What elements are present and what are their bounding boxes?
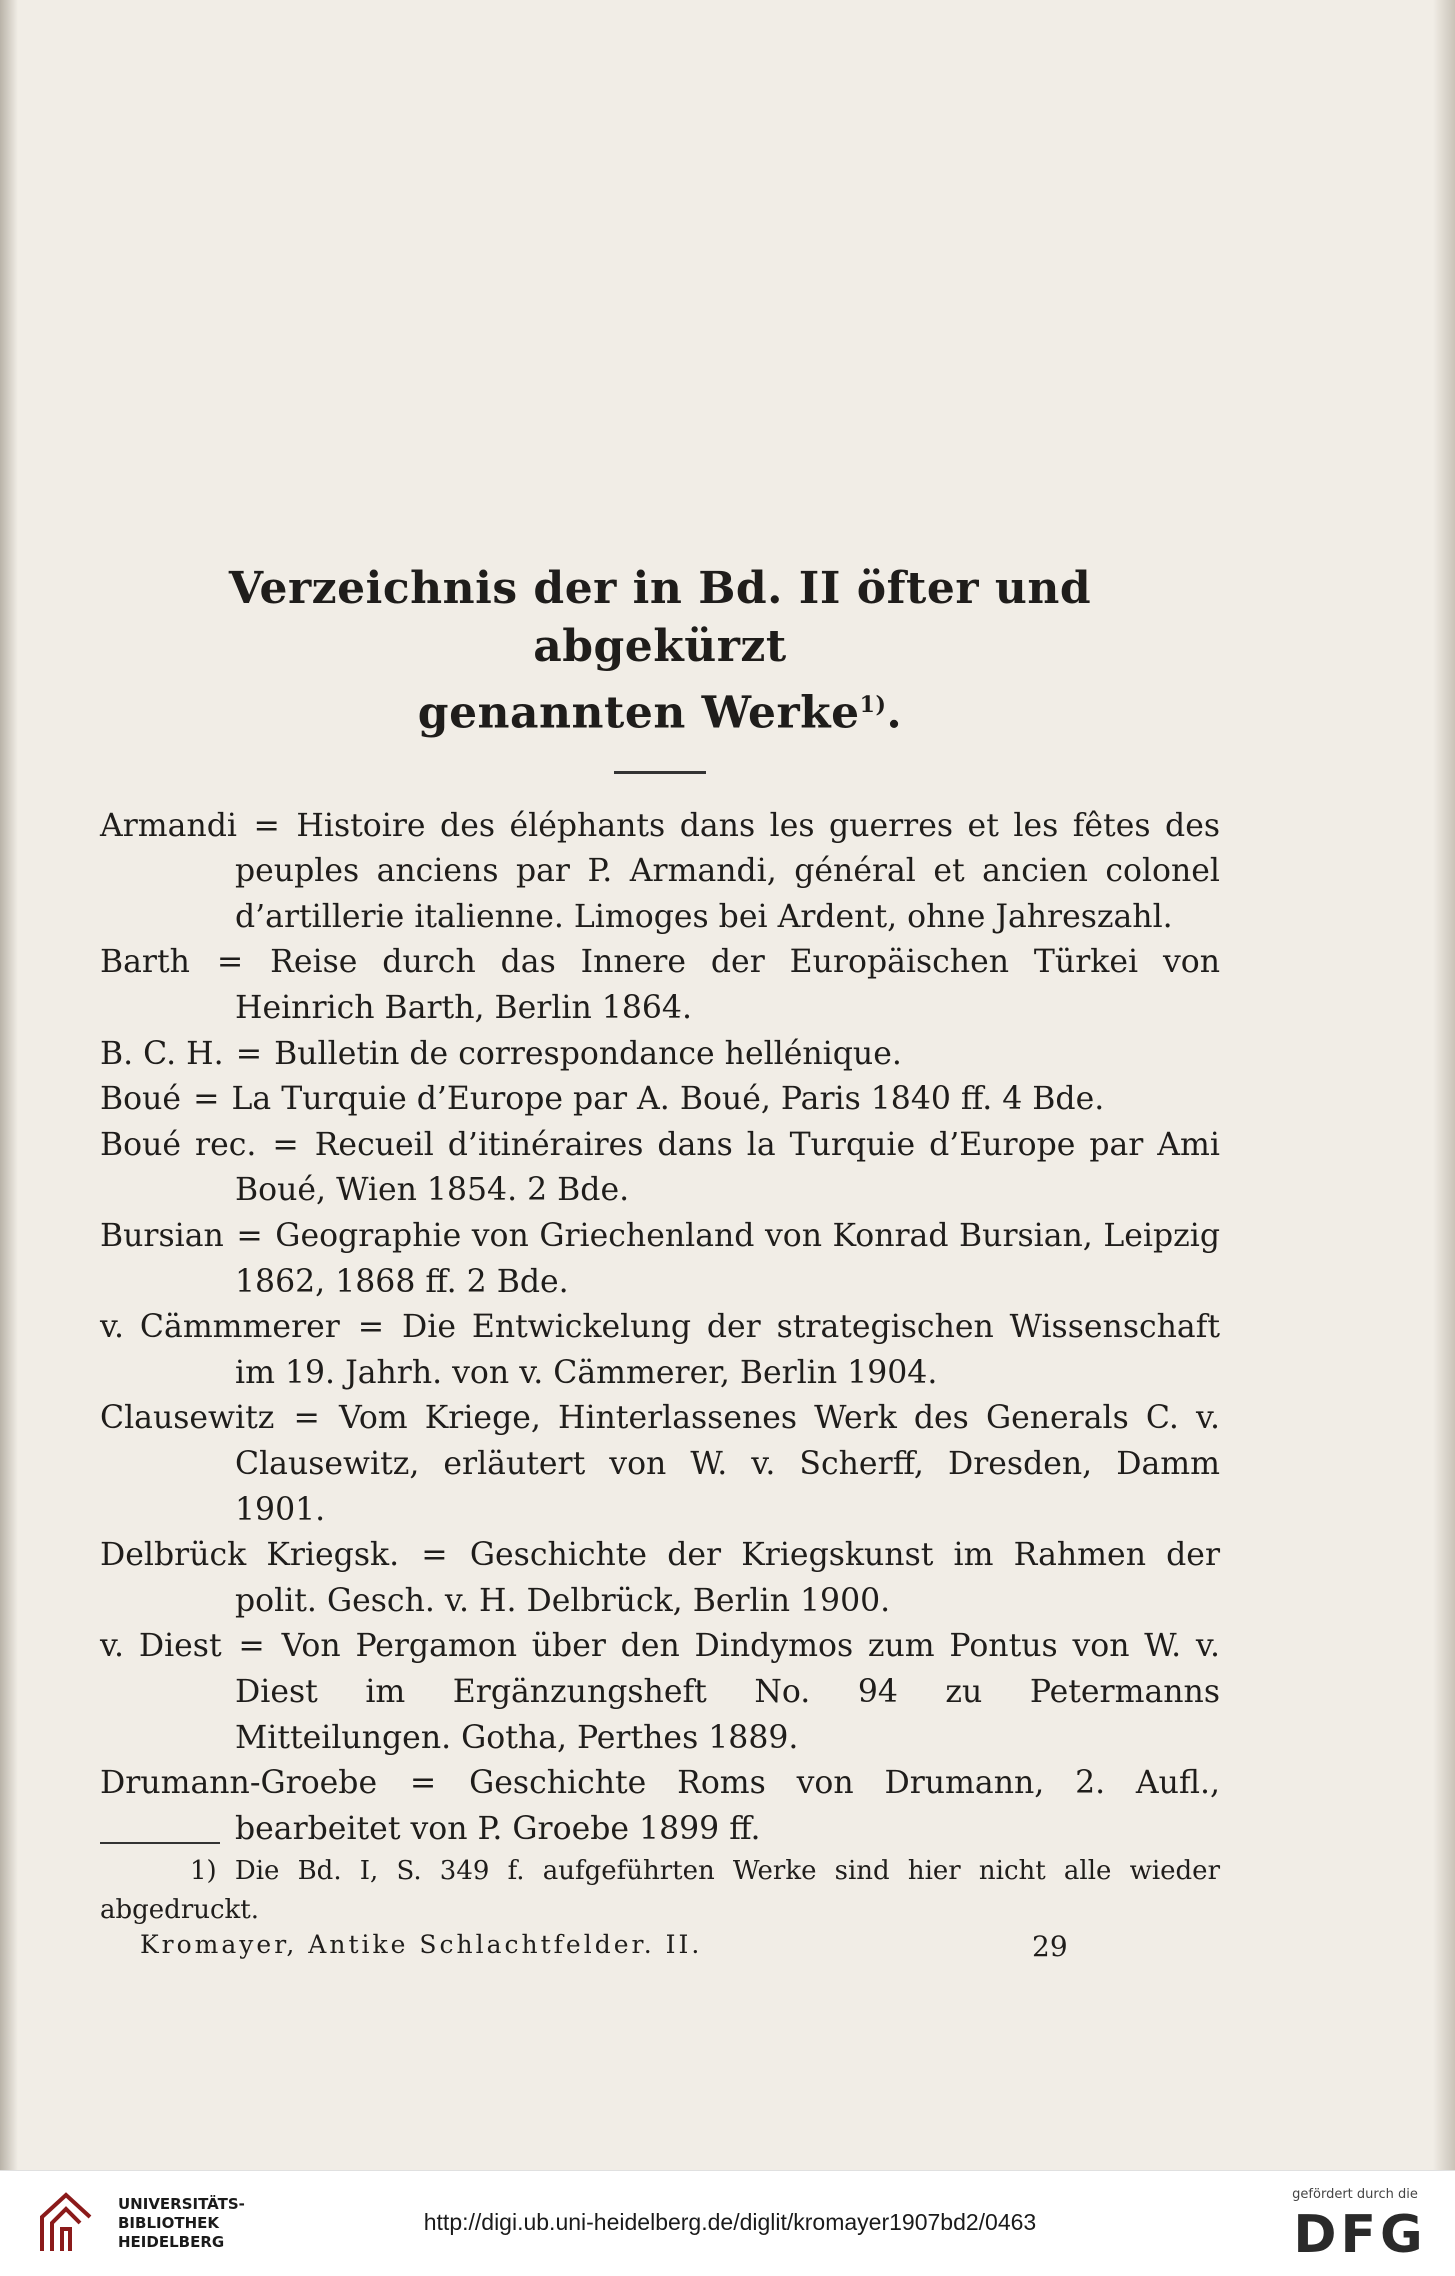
entry-description: Die Entwickelung der strategischen Wissenschaft im 19. Jahrh. von v. Cämmerer, Berlin 1904.: [235, 1309, 1221, 1391]
entry-abbreviation: Armandi: [100, 807, 237, 844]
viewer-bottom-bar: [0, 2170, 1455, 2276]
library-name-line-1: UNIVERSITÄTS-: [118, 2195, 245, 2213]
bibliography-entry: [100, 1077, 1220, 1123]
entry-description: Reise durch das Innere der Europäischen Türkei von Heinrich Barth, Berlin 1864.: [235, 944, 1221, 1027]
footnote-rule: [100, 1842, 220, 1844]
heading-footnote-marker: 1): [859, 692, 887, 718]
entry-abbreviation: Boué rec.: [100, 1126, 257, 1163]
entry-description: Recueil d’itinéraires dans la Turquie d’Europe par Ami Boué, Wien 1854. 2 Bde.: [235, 1126, 1220, 1209]
entry-abbreviation: Clausewitz: [100, 1400, 275, 1437]
entry-abbreviation: Barth: [100, 944, 190, 981]
entry-description: Geographie von Griechenland von Konrad Bursian, Leipzig 1862, 1868 ff. 2 Bde.: [235, 1218, 1220, 1300]
entry-equals-sign: =: [409, 1765, 437, 1802]
library-name-line-3: HEIDELBERG: [118, 2233, 225, 2251]
running-footer: [140, 1930, 1140, 1963]
entry-equals-sign: =: [238, 1628, 265, 1665]
entry-equals-sign: =: [272, 1126, 299, 1163]
dfg-logo: DFG: [1293, 2205, 1427, 2265]
entry-abbreviation: B. C. H.: [100, 1035, 224, 1072]
entry-equals-sign: =: [216, 944, 244, 981]
heading-line-2-text: genannten Werke: [417, 687, 860, 739]
entry-equals-sign: =: [193, 1081, 220, 1118]
entry-description: Vom Kriege, Hinterlassenes Werk des Generals C. v. Clausewitz, erläutert von W. v. Scherff, Dresden, Damm 1901.: [235, 1400, 1221, 1528]
heading-rule: [614, 771, 706, 774]
bleed-through-text: [100, 100, 1230, 150]
entry-description: Von Pergamon über den Dindymos zum Pontus von W. v. Diest im Ergänzungsheft No. 94 zu Petermanns Mitteilungen. Gotha, Perthes 1889.: [235, 1628, 1220, 1756]
funded-by-label: gefördert durch die: [1292, 2187, 1418, 2202]
heading-line-1: Verzeichnis der in Bd. II öfter und abgekürzt: [228, 563, 1092, 672]
bibliography-entry: [100, 940, 1220, 1031]
entry-equals-sign: =: [293, 1400, 320, 1437]
bibliography-entry: [100, 1761, 1220, 1852]
entry-equals-sign: =: [421, 1537, 448, 1574]
bibliography-entry: [100, 1396, 1220, 1533]
page-heading: [100, 560, 1220, 743]
entry-description: Bulletin de correspondance hellénique.: [274, 1035, 902, 1072]
university-logo-icon: [36, 2189, 96, 2257]
bibliography-entry: [100, 1032, 1220, 1078]
library-name: [118, 2195, 245, 2252]
bibliography-entry: [100, 804, 1220, 941]
entry-abbreviation: Boué: [100, 1081, 182, 1118]
entry-description: La Turquie d’Europe par A. Boué, Paris 1840 ff. 4 Bde.: [231, 1081, 1105, 1118]
footnote: 1) Die Bd. I, S. 349 f. aufgeführten Werke sind hier nicht alle wieder abgedruckt.: [100, 1856, 1220, 1925]
bibliography-entry: [100, 1624, 1220, 1761]
permalink-url[interactable]: http://digi.ub.uni-heidelberg.de/diglit/kromayer1907bd2/0463: [423, 2209, 1037, 2235]
bibliography-entry: [100, 1533, 1220, 1624]
entry-abbreviation: Bursian: [100, 1218, 224, 1254]
bibliography-list: [100, 804, 1220, 1853]
bibliography-entry: [100, 1123, 1220, 1214]
footer-author-line: Kromayer, Antike Schlachtfelder. II.: [140, 1930, 703, 1959]
entry-equals-sign: =: [253, 807, 280, 844]
page-number: 29: [1032, 1930, 1068, 1963]
entry-description: Histoire des éléphants dans les guerres et les fêtes des peuples anciens par P. Armandi, général et ancien colonel d’artillerie italienne. Limoges bei Ardent, ohne Jahreszahl.: [235, 807, 1221, 935]
bibliography-entry: [100, 1214, 1220, 1305]
heading-line-2: genannten Werke$^{1)}$.: [417, 687, 903, 739]
entry-description: Geschichte der Kriegskunst im Rahmen der polit. Gesch. v. H. Delbrück, Berlin 1900.: [235, 1537, 1221, 1619]
entry-equals-sign: =: [235, 1035, 263, 1072]
bibliography-entry: [100, 1305, 1220, 1396]
entry-abbreviation: v. Cämmmerer: [100, 1309, 340, 1346]
library-name-line-2: BIBLIOTHEK: [118, 2214, 219, 2232]
entry-abbreviation: Drumann-Groebe: [100, 1765, 378, 1802]
entry-equals-sign: =: [357, 1309, 385, 1346]
entry-abbreviation: Delbrück Kriegsk.: [100, 1537, 400, 1574]
entry-equals-sign: =: [236, 1218, 263, 1254]
entry-abbreviation: v. Diest: [100, 1628, 222, 1665]
page-body: [100, 560, 1220, 1852]
entry-description: Geschichte Roms von Drumann, 2. Aufl., bearbeitet von P. Groebe 1899 ff.: [235, 1765, 1221, 1847]
